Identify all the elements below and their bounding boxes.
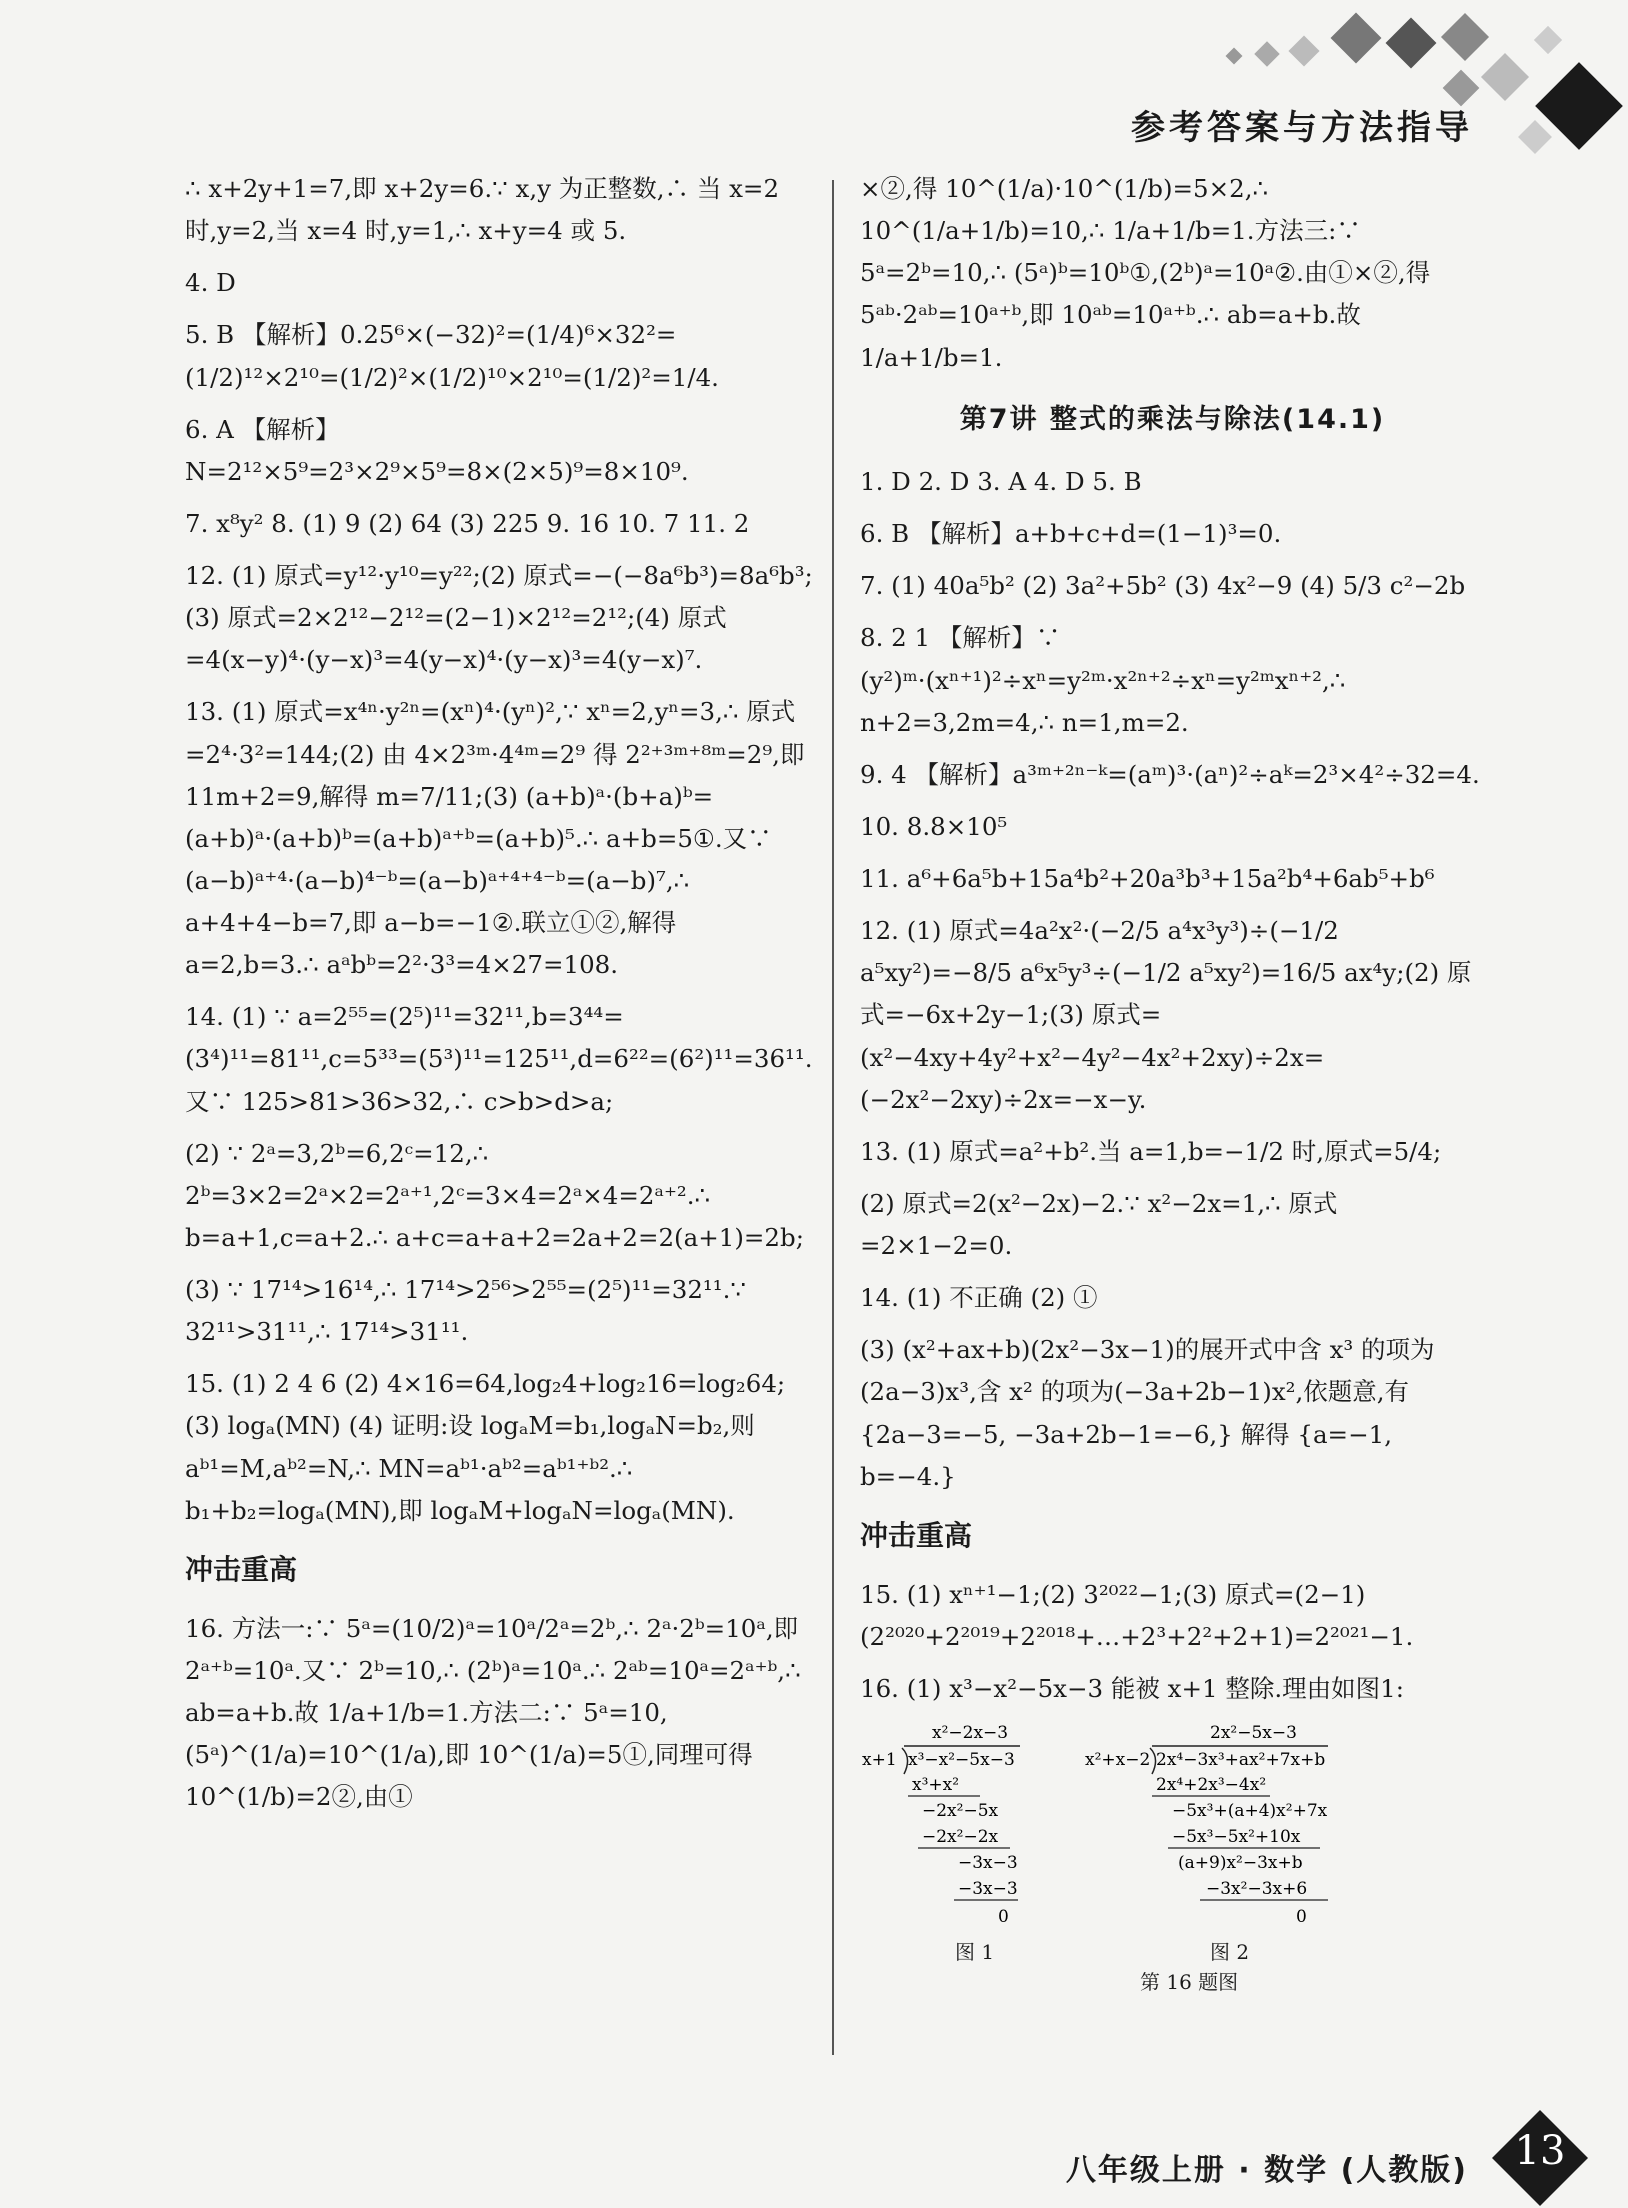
answer-16-continued: ×②,得 10^(1/a)·10^(1/b)=5×2,∴ 10^(1/a+1/b)=10,∴ 1/a+1/b=1.方法三:∵ 5ᵃ=2ᵇ=10,∴ (5ᵃ)ᵇ=10ᵇ①,(2ᵇ)ᵃ=10ᵃ②.由①×②,得 5ᵃᵇ·2ᵃᵇ=10ᵃ⁺ᵇ,即 10ᵃᵇ=10ᵃ⁺ᵇ.∴ ab=a+b.故 1/a+1/b=1. [860, 174, 1431, 372]
answer-5: 5. B 【解析】0.25⁶×(−32)²=(1/4)⁶×32²=(1/2)¹²×2¹⁰=(1/2)²×(1/2)¹⁰×2¹⁰=(1/2)²=1/4. [185, 320, 719, 392]
answer-12: 12. (1) 原式=y¹²·y¹⁰=y²²;(2) 原式=−(−8a⁶b³)=8a⁶b³;(3) 原式=2×2¹²−2¹²=(2−1)×2¹²=2¹²;(4) 原式=4(x−y)⁴·(y−x)³=4(y−x)⁴·(y−x)³=4(y−x)⁷. [185, 561, 813, 675]
fig2-step: −5x³+(a+4)x²+7x [1172, 1801, 1328, 1822]
fig1-step: −3x−3 [958, 1879, 1018, 1900]
answer-7: 7. (1) 40a⁵b² (2) 3a²+5b² (3) 4x²−9 (4) 5/3 c²−2b [860, 571, 1466, 601]
answer-12: 12. (1) 原式=4a²x²·(−2/5 a⁴x³y³)÷(−1/2 a⁵xy²)=−8/5 a⁶x⁵y³÷(−1/2 a⁵xy²)=16/5 ax⁴y;(2) 原式=−6x+2y−1;(3) 原式=(x²−4xy+4y²+x²−4y²−4x²+2xy)÷2x=(−2x²−2xy)÷2x=−x−y. [860, 916, 1472, 1114]
fig1-divisor: x+1 [862, 1750, 897, 1771]
fig2-step: 2x⁴+2x³−4x² [1156, 1775, 1267, 1796]
fig2-divisor: x²+x−2 [1085, 1750, 1151, 1771]
section-heading-challenge: 冲击重高 [860, 1518, 973, 1552]
answer-16: 16. (1) x³−x²−5x−3 能被 x+1 整除.理由如图1: [860, 1674, 1405, 1704]
answer-13-2: (2) 原式=2(x²−2x)−2.∵ x²−2x=1,∴ 原式=2×1−2=0. [860, 1188, 1338, 1261]
answer-14-3: (3) ∵ 17¹⁴>16¹⁴,∴ 17¹⁴>2⁵⁶>2⁵⁵=(2⁵)¹¹=32¹¹.∵ 32¹¹>31¹¹,∴ 17¹⁴>31¹¹. [185, 1275, 746, 1347]
fig2-dividend: 2x⁴−3x³+ax²+7x+b [1156, 1750, 1326, 1771]
fig2-step: 0 [1296, 1907, 1307, 1928]
fig2-step: −5x³−5x²+10x [1172, 1827, 1301, 1848]
answer-15: 15. (1) xⁿ⁺¹−1;(2) 3²⁰²²−1;(3) 原式=(2−1)(2²⁰²⁰+2²⁰¹⁹+2²⁰¹⁸+…+2³+2²+2+1)=2²⁰²¹−1. [860, 1579, 1414, 1652]
answer-6: 6. B 【解析】a+b+c+d=(1−1)³=0. [860, 519, 1282, 549]
fig1-step: x³+x² [912, 1775, 960, 1796]
answer-13: 13. (1) 原式=x⁴ⁿ·y²ⁿ=(xⁿ)⁴·(yⁿ)²,∵ xⁿ=2,yⁿ=3,∴ 原式=2⁴·3²=144;(2) 由 4×2³ᵐ·4⁴ᵐ=2⁹ 得 2²⁺³ᵐ⁺⁸ᵐ=2⁹,即 11m+2=9,解得 m=7/11;(3) (a+b)ᵃ·(b+a)ᵇ=(a+b)ᵃ·(a+b)ᵇ=(a+b)ᵃ⁺ᵇ=(a+b)⁵.∴ a+b=5①.又∵ (a−b)ᵃ⁺⁴·(a−b)⁴⁻ᵇ=(a−b)ᵃ⁺⁴⁺⁴⁻ᵇ=(a−b)⁷,∴ a+4+4−b=7,即 a−b=−1②.联立①②,解得 a=2,b=3.∴ aᵃbᵇ=2²·3³=4×27=108. [185, 697, 805, 980]
page-header [0, 0, 1628, 170]
answer-9: 9. 4 【解析】a³ᵐ⁺²ⁿ⁻ᵏ=(aᵐ)³·(aⁿ)²÷aᵏ=2³×4²÷32=4. [860, 759, 1480, 789]
answer-8: 8. 2 1 【解析】∵ (y²)ᵐ·(xⁿ⁺¹)²÷xⁿ=y²ᵐ·x²ⁿ⁺²÷xⁿ=y²ᵐxⁿ⁺²,∴ n+2=3,2m=4,∴ n=1,m=2. [860, 623, 1346, 737]
fig2-label: 图 2 [1210, 1940, 1250, 1965]
answer-6: 6. A 【解析】N=2¹²×5⁹=2³×2⁹×5⁹=8×(2×5)⁹=8×10⁹. [185, 414, 689, 486]
answer-10: 10. 8.8×10⁵ [860, 811, 1008, 841]
fig1-label: 图 1 [955, 1940, 995, 1965]
answer-14-2: (2) ∵ 2ᵃ=3,2ᵇ=6,2ᶜ=12,∴ 2ᵇ=3×2=2ᵃ×2=2ᵃ⁺¹,2ᶜ=3×4=2ᵃ×4=2ᵃ⁺².∴ b=a+1,c=a+2.∴ a+c=a+a+2=2a+2=2(a+1)=2b; [185, 1138, 804, 1252]
fig2-step: (a+9)x²−3x+b [1178, 1853, 1303, 1874]
answer-7-11: 7. x⁸y² 8. (1) 9 (2) 64 (3) 225 9. 16 10. 7 11. 2 [185, 508, 750, 538]
answer-13-1: 13. (1) 原式=a²+b².当 a=1,b=−1/2 时,原式=5/4; [860, 1136, 1442, 1166]
answer-11: 11. a⁶+6a⁵b+15a⁴b²+20a³b³+15a²b⁴+6ab⁵+b⁶ [860, 864, 1435, 894]
fig1-step: −3x−3 [958, 1853, 1018, 1874]
figure-1-long-division [862, 1723, 1020, 1927]
footer-book-title: 八年级上册 · 数学 (人教版) [1065, 2153, 1468, 2188]
fig1-step: 0 [998, 1907, 1009, 1928]
fig1-quotient: x²−2x−3 [932, 1723, 1009, 1744]
column-divider [832, 180, 834, 2055]
answer-paragraph: ∴ x+2y+1=7,即 x+2y=6.∵ x,y 为正整数,∴ 当 x=2 时,y=2,当 x=4 时,y=1,∴ x+y=4 或 5. [185, 174, 780, 246]
answer-14-3: (3) (x²+ax+b)(2x²−3x−1)的展开式中含 x³ 的项为(2a−3)x³,含 x² 的项为(−3a+2b−1)x²,依题意,有 {2a−3=−5, −3a+2b−1=−6,} 解得 {a=−1, b=−4.} [860, 1335, 1435, 1491]
fig1-dividend: x³−x²−5x−3 [908, 1750, 1015, 1771]
answer-15: 15. (1) 2 4 6 (2) 4×16=64,log₂4+log₂16=log₂64;(3) logₐ(MN) (4) 证明:设 logₐM=b₁,logₐN=b₂,则 aᵇ¹=M,aᵇ²=N,∴ MN=aᵇ¹·aᵇ²=aᵇ¹⁺ᵇ².∴ b₁+b₂=logₐ(MN),即 logₐM+logₐN=logₐ(MN). [185, 1369, 786, 1525]
right-column [860, 168, 1485, 1995]
page-number: 13 [1514, 2128, 1566, 2174]
figure-2-long-division [1085, 1723, 1328, 1927]
fig2-quotient: 2x²−5x−3 [1210, 1723, 1297, 1744]
long-division-diagrams [860, 1720, 1485, 1950]
answer-4: 4. D [185, 268, 236, 298]
fig2-step: −3x²−3x+6 [1206, 1879, 1308, 1900]
left-column [185, 168, 815, 1829]
answer-14-1-2: 14. (1) 不正确 (2) ① [860, 1283, 1098, 1313]
answer-14-1: 14. (1) ∵ a=2⁵⁵=(2⁵)¹¹=32¹¹,b=3⁴⁴=(3⁴)¹¹=81¹¹,c=5³³=(5³)¹¹=125¹¹,d=6²²=(6²)¹¹=36¹¹.又∵ 125>81>36>32,∴ c>b>d>a; [185, 1002, 813, 1116]
lecture-title: 第7讲 整式的乘法与除法(14.1) [959, 403, 1386, 435]
fig1-step: −2x²−5x [922, 1801, 999, 1822]
header-title: 参考答案与方法指导 [1131, 108, 1473, 148]
answer-16: 16. 方法一:∵ 5ᵃ=(10/2)ᵃ=10ᵃ/2ᵃ=2ᵇ,∴ 2ᵃ·2ᵇ=10ᵃ,即 2ᵃ⁺ᵇ=10ᵃ.又∵ 2ᵇ=10,∴ (2ᵇ)ᵃ=10ᵃ.∴ 2ᵃᵇ=10ᵃ=2ᵃ⁺ᵇ,∴ ab=a+b.故 1/a+1/b=1.方法二:∵ 5ᵃ=10,(5ᵃ)^(1/a)=10^(1/a),即 10^(1/a)=5①,同理可得 10^(1/b)=2②,由① [185, 1613, 801, 1812]
fig1-step: −2x²−2x [922, 1827, 999, 1848]
answer-1-5: 1. D 2. D 3. A 4. D 5. B [860, 467, 1142, 497]
figure-caption: 第 16 题图 [1140, 1970, 1239, 1995]
section-heading-challenge: 冲击重高 [185, 1552, 298, 1586]
division-figures [860, 1720, 1485, 1995]
